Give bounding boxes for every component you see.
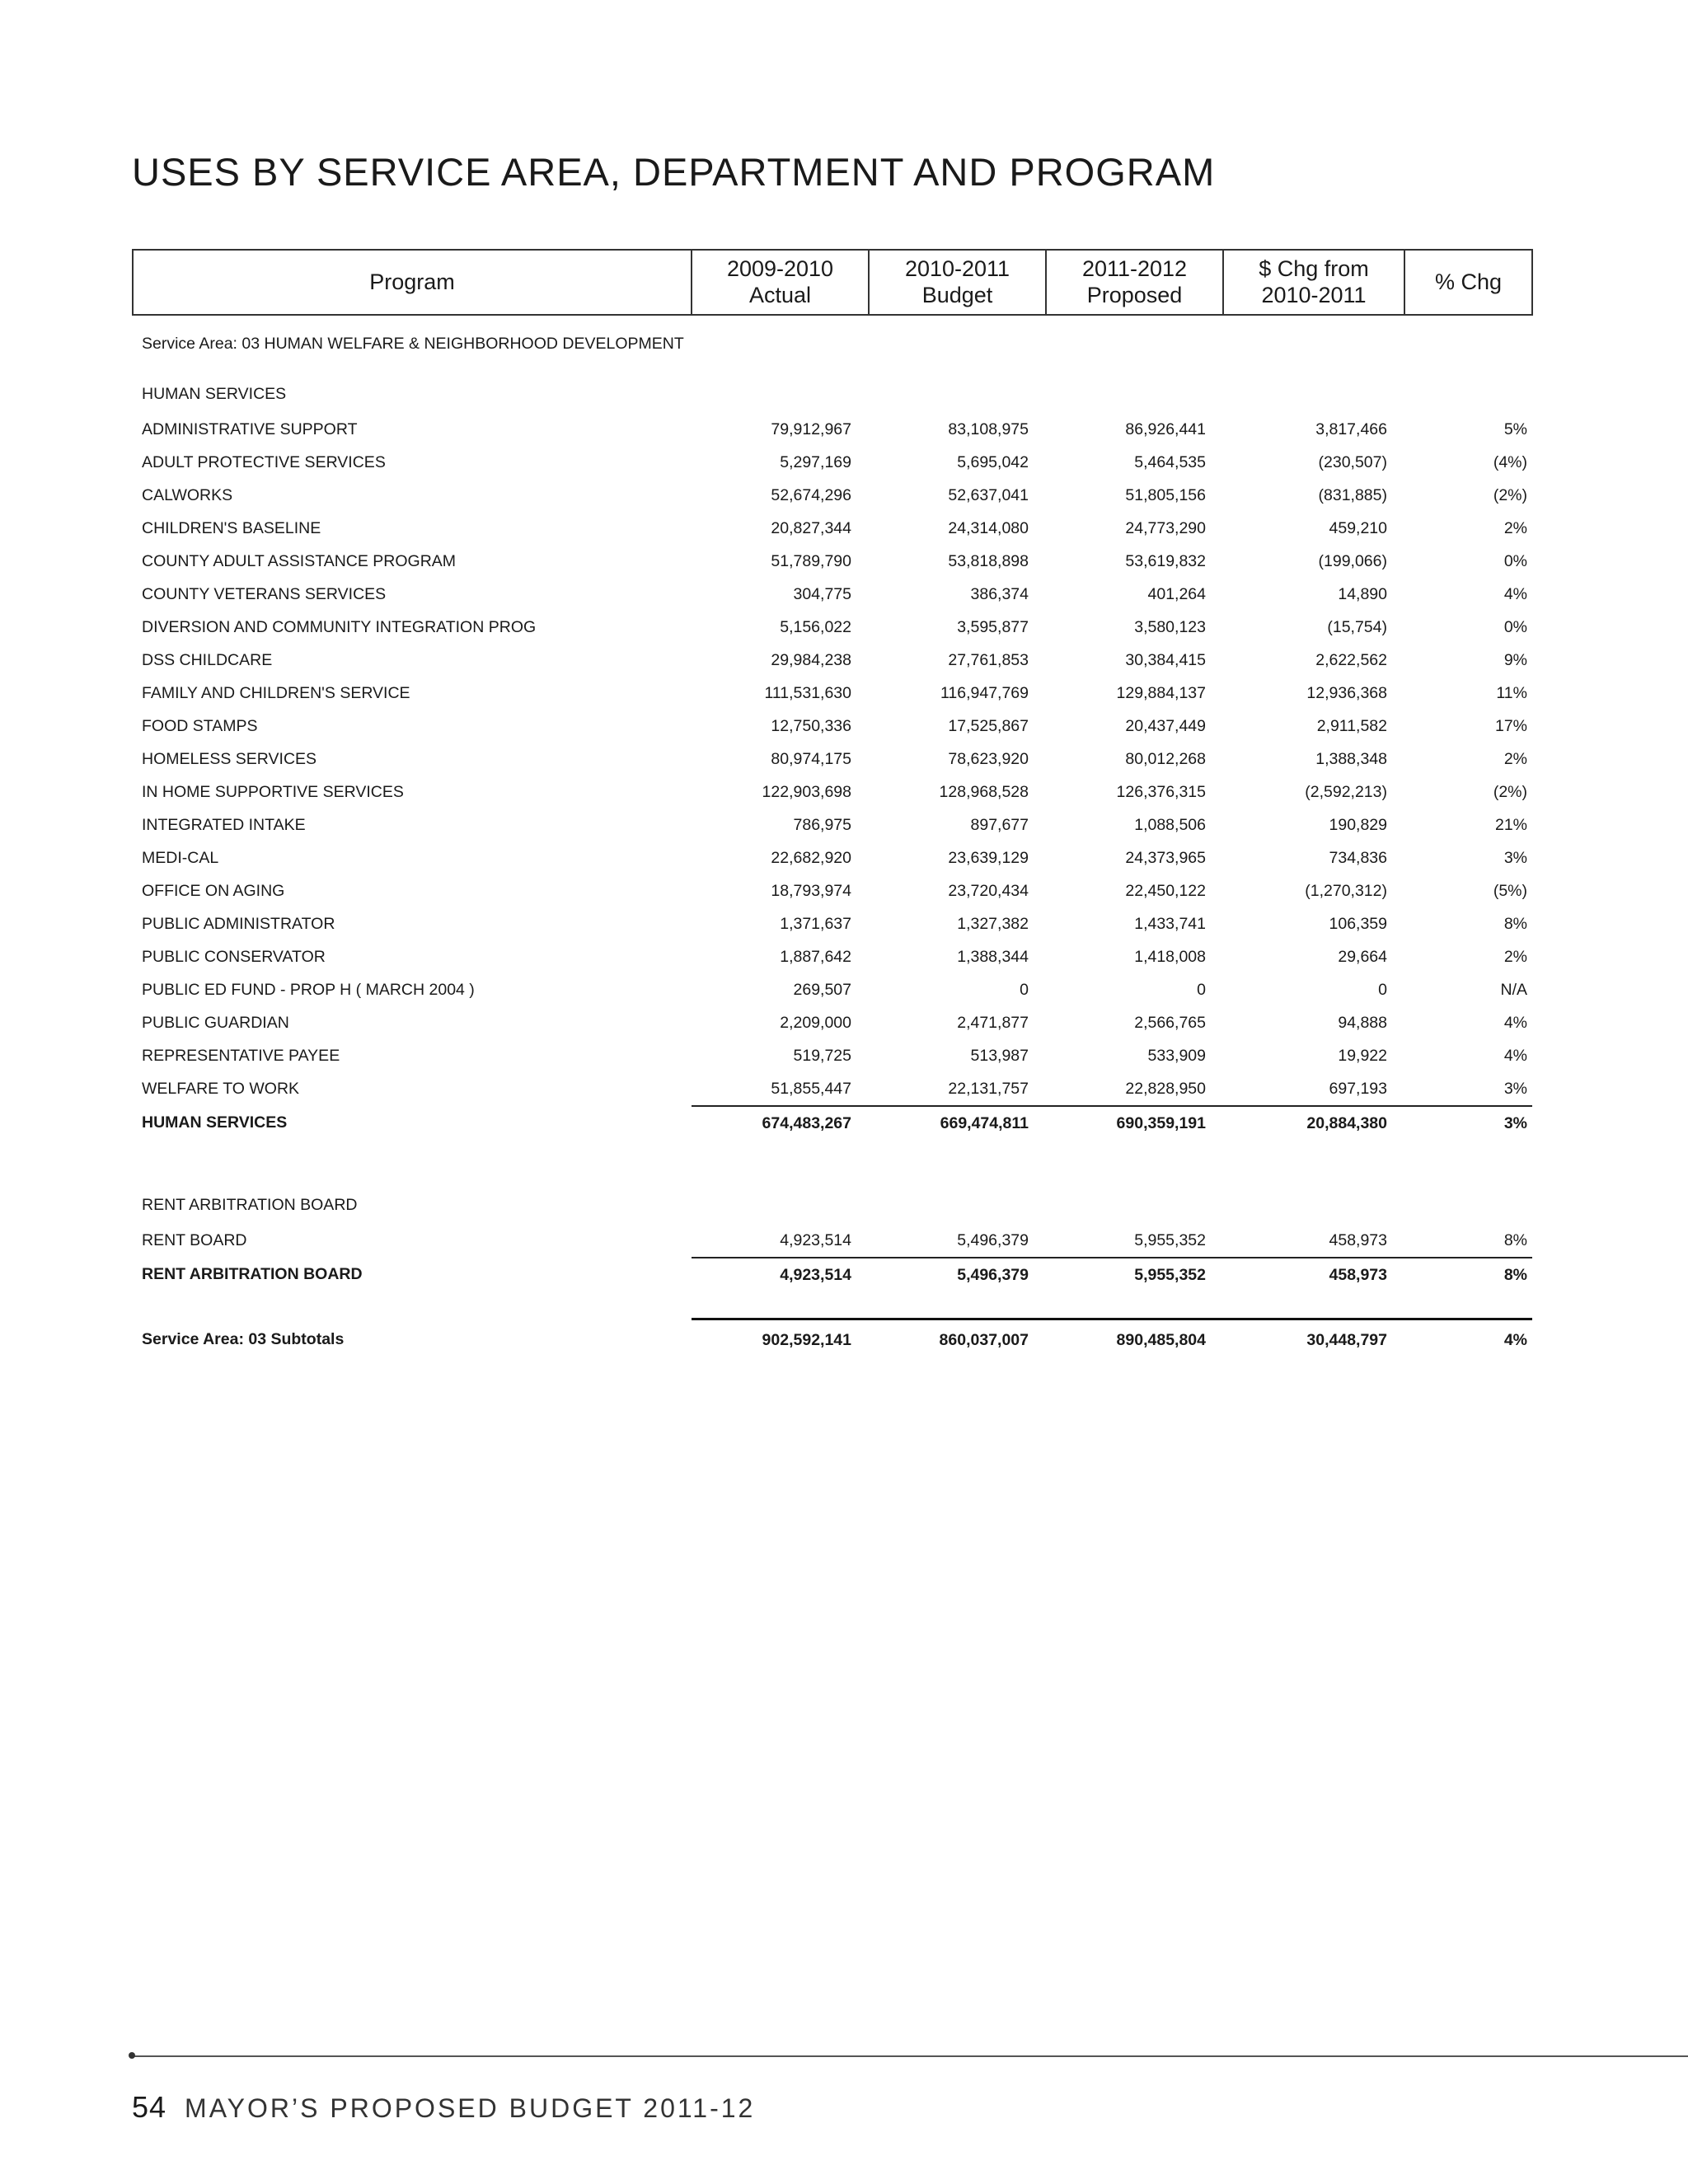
table-row-percent-change: N/A bbox=[1500, 980, 1527, 999]
department-name: HUMAN SERVICES bbox=[142, 384, 287, 403]
table-row-budget-2010-2011: 5,496,379 bbox=[957, 1230, 1029, 1249]
table-row bbox=[133, 874, 1532, 907]
table-row-budget-2010-2011: 27,761,853 bbox=[948, 650, 1029, 669]
table-row bbox=[133, 1224, 1532, 1258]
table-row-percent-change: 0% bbox=[1503, 617, 1527, 636]
table-row-actual-2009-2010: 80,974,175 bbox=[771, 749, 851, 768]
table-row-program-name: COUNTY VETERANS SERVICES bbox=[142, 584, 387, 603]
table-row-percent-change: 4% bbox=[1503, 1013, 1527, 1032]
table-row-dollar-change: (1,270,312) bbox=[1305, 881, 1387, 900]
table-row-percent-change: (5%) bbox=[1493, 881, 1527, 900]
header-actual-label: Actual bbox=[748, 282, 812, 307]
table-row-percent-change: 17% bbox=[1494, 716, 1527, 735]
table-row-program-name: CHILDREN'S BASELINE bbox=[142, 518, 321, 537]
table-row-dollar-change: 1,388,348 bbox=[1315, 749, 1387, 768]
table-row-dollar-change: 106,359 bbox=[1329, 914, 1387, 933]
table-row-program-name: INTEGRATED INTAKE bbox=[142, 815, 306, 834]
service-area-subtotal-row-proposed-2011-2012: 890,485,804 bbox=[1046, 1319, 1223, 1361]
table-row bbox=[133, 413, 1532, 446]
page-title: USES BY SERVICE AREA, DEPARTMENT AND PROGRAM bbox=[132, 150, 1216, 194]
table-row-proposed-2011-2012: 30,384,415 bbox=[1125, 650, 1206, 669]
service-area-subtotal-row bbox=[133, 1319, 1532, 1361]
table-row-proposed-2011-2012: 5,955,352 bbox=[1134, 1230, 1206, 1249]
table-row-proposed-2011-2012: 3,580,123 bbox=[1134, 617, 1206, 636]
table-row bbox=[133, 776, 1532, 808]
page-number: 54 bbox=[132, 2090, 167, 2124]
table-row-proposed-2011-2012: 129,884,137 bbox=[1116, 683, 1206, 702]
spacer-cell bbox=[133, 1291, 1532, 1319]
table-row-percent-change: 8% bbox=[1503, 1230, 1527, 1249]
table-row-actual-2009-2010: 111,531,630 bbox=[764, 683, 851, 702]
table-row-actual-2009-2010: 18,793,974 bbox=[771, 881, 851, 900]
table-row bbox=[133, 446, 1532, 479]
table-row-proposed-2011-2012: 401,264 bbox=[1147, 584, 1206, 603]
table-row bbox=[133, 479, 1532, 512]
header-actual-year: 2009-2010 bbox=[726, 256, 834, 282]
table-row-program-name: PUBLIC ED FUND - PROP H ( MARCH 2004 ) bbox=[142, 980, 475, 999]
department-total-row-program-name: HUMAN SERVICES bbox=[142, 1113, 288, 1132]
table-row bbox=[133, 907, 1532, 940]
table-row-proposed-2011-2012: 22,450,122 bbox=[1125, 881, 1206, 900]
table-row-actual-2009-2010: 786,975 bbox=[793, 815, 851, 834]
table-row-actual-2009-2010: 1,371,637 bbox=[780, 914, 851, 933]
table-row-actual-2009-2010: 79,912,967 bbox=[771, 419, 851, 438]
table-row-dollar-change: 12,936,368 bbox=[1306, 683, 1387, 702]
table-row-budget-2010-2011: 22,131,757 bbox=[948, 1079, 1029, 1098]
table-row-budget-2010-2011: 0 bbox=[1020, 980, 1029, 999]
table-row-dollar-change: 19,922 bbox=[1338, 1046, 1387, 1065]
table-row-percent-change: 2% bbox=[1503, 749, 1527, 768]
table-row-dollar-change: 459,210 bbox=[1329, 518, 1387, 537]
table-row-budget-2010-2011: 78,623,920 bbox=[948, 749, 1029, 768]
table-row-actual-2009-2010: 5,156,022 bbox=[780, 617, 851, 636]
header-budget-label: Budget bbox=[921, 282, 993, 307]
table-row-percent-change: (2%) bbox=[1493, 485, 1527, 504]
department-total-row-dollar-change: 20,884,380 bbox=[1223, 1106, 1404, 1140]
table-row-proposed-2011-2012: 2,566,765 bbox=[1134, 1013, 1206, 1032]
service-area-row bbox=[133, 315, 1532, 372]
header-chg-line2: 2010-2011 bbox=[1261, 282, 1367, 307]
table-row-proposed-2011-2012: 86,926,441 bbox=[1125, 419, 1206, 438]
table-row-program-name: HOMELESS SERVICES bbox=[142, 749, 317, 768]
table-row-proposed-2011-2012: 0 bbox=[1197, 980, 1206, 999]
table-row-percent-change: 3% bbox=[1503, 848, 1527, 867]
table-row-actual-2009-2010: 29,984,238 bbox=[771, 650, 851, 669]
table-row-program-name: DSS CHILDCARE bbox=[142, 650, 273, 669]
table-row-budget-2010-2011: 23,720,434 bbox=[948, 881, 1029, 900]
table-row-percent-change: 0% bbox=[1503, 551, 1527, 570]
table-row-budget-2010-2011: 83,108,975 bbox=[948, 419, 1029, 438]
table-row-program-name: PUBLIC CONSERVATOR bbox=[142, 947, 326, 966]
department-total-row-proposed-2011-2012: 690,359,191 bbox=[1046, 1106, 1223, 1140]
spacer-cell bbox=[133, 1140, 1532, 1183]
table-row-actual-2009-2010: 304,775 bbox=[793, 584, 851, 603]
table-row-program-name: OFFICE ON AGING bbox=[142, 881, 285, 900]
department-total-row-percent-change: 3% bbox=[1404, 1106, 1532, 1140]
spacer-row bbox=[133, 1140, 1532, 1183]
table-row-percent-change: 8% bbox=[1503, 914, 1527, 933]
table-row-budget-2010-2011: 53,818,898 bbox=[948, 551, 1029, 570]
table-row-dollar-change: (199,066) bbox=[1318, 551, 1387, 570]
table-row-budget-2010-2011: 386,374 bbox=[970, 584, 1029, 603]
table-row-budget-2010-2011: 17,525,867 bbox=[948, 716, 1029, 735]
header-program bbox=[133, 250, 692, 315]
table-row-percent-change: (4%) bbox=[1493, 452, 1527, 471]
table-row-dollar-change: 94,888 bbox=[1338, 1013, 1387, 1032]
service-area-subtotal-row-percent-change: 4% bbox=[1404, 1319, 1532, 1361]
department-total-row bbox=[133, 1258, 1532, 1291]
table-row-dollar-change: 458,973 bbox=[1329, 1230, 1387, 1249]
table-row-dollar-change: (831,885) bbox=[1318, 485, 1387, 504]
table-row-program-name: ADMINISTRATIVE SUPPORT bbox=[142, 419, 358, 438]
table-row bbox=[133, 677, 1532, 710]
table-row-program-name: COUNTY ADULT ASSISTANCE PROGRAM bbox=[142, 551, 457, 570]
table-row-actual-2009-2010: 2,209,000 bbox=[780, 1013, 851, 1032]
header-actual bbox=[692, 250, 869, 315]
table-row-actual-2009-2010: 22,682,920 bbox=[771, 848, 851, 867]
department-total-row-program-name: RENT ARBITRATION BOARD bbox=[142, 1265, 363, 1283]
table-row-program-name: RENT BOARD bbox=[142, 1231, 247, 1249]
table-row-program-name: IN HOME SUPPORTIVE SERVICES bbox=[142, 782, 404, 801]
table-row bbox=[133, 808, 1532, 841]
table-row-dollar-change: 14,890 bbox=[1338, 584, 1387, 603]
footer-divider bbox=[132, 2055, 1688, 2057]
table-row-budget-2010-2011: 897,677 bbox=[970, 815, 1029, 834]
header-program-label: Program bbox=[369, 269, 455, 294]
table-row-actual-2009-2010: 5,297,169 bbox=[780, 452, 851, 471]
service-area-subtotal-row-actual-2009-2010: 902,592,141 bbox=[692, 1319, 869, 1361]
table-row-program-name: PUBLIC ADMINISTRATOR bbox=[142, 914, 335, 933]
table-row-proposed-2011-2012: 53,619,832 bbox=[1125, 551, 1206, 570]
table-row bbox=[133, 611, 1532, 644]
header-pct-label: % Chg bbox=[1434, 269, 1503, 294]
table-row-program-name: DIVERSION AND COMMUNITY INTEGRATION PROG bbox=[142, 617, 537, 636]
table-row bbox=[133, 973, 1532, 1006]
table-row-percent-change: (2%) bbox=[1493, 782, 1527, 801]
table-row-proposed-2011-2012: 24,773,290 bbox=[1125, 518, 1206, 537]
table-row-proposed-2011-2012: 1,433,741 bbox=[1134, 914, 1206, 933]
table-row-proposed-2011-2012: 1,088,506 bbox=[1134, 815, 1206, 834]
table-row-program-name: REPRESENTATIVE PAYEE bbox=[142, 1046, 340, 1065]
table-row-dollar-change: 0 bbox=[1378, 980, 1387, 999]
department-total-row-percent-change: 8% bbox=[1404, 1258, 1532, 1291]
table-row-actual-2009-2010: 1,887,642 bbox=[780, 947, 851, 966]
table-row-proposed-2011-2012: 1,418,008 bbox=[1134, 947, 1206, 966]
table-row-proposed-2011-2012: 20,437,449 bbox=[1125, 716, 1206, 735]
department-name: RENT ARBITRATION BOARD bbox=[142, 1195, 358, 1214]
table-row-dollar-change: (15,754) bbox=[1327, 617, 1387, 636]
table-row-proposed-2011-2012: 22,828,950 bbox=[1125, 1079, 1206, 1098]
table-row-dollar-change: 697,193 bbox=[1329, 1079, 1387, 1098]
table-row bbox=[133, 644, 1532, 677]
table-row-actual-2009-2010: 269,507 bbox=[793, 980, 851, 999]
table-row bbox=[133, 710, 1532, 743]
table-row-proposed-2011-2012: 533,909 bbox=[1147, 1046, 1206, 1065]
table-row bbox=[133, 545, 1532, 578]
table-row-program-name: ADULT PROTECTIVE SERVICES bbox=[142, 452, 386, 471]
table-row-actual-2009-2010: 122,903,698 bbox=[762, 782, 851, 801]
table-row bbox=[133, 1072, 1532, 1106]
table-row bbox=[133, 1039, 1532, 1072]
department-total-row-actual-2009-2010: 4,923,514 bbox=[692, 1258, 869, 1291]
header-dollar-change bbox=[1223, 250, 1404, 315]
table-row-proposed-2011-2012: 24,373,965 bbox=[1125, 848, 1206, 867]
table-row-budget-2010-2011: 24,314,080 bbox=[948, 518, 1029, 537]
table-row-dollar-change: 3,817,466 bbox=[1315, 419, 1387, 438]
table-row-program-name: WELFARE TO WORK bbox=[142, 1080, 300, 1098]
header-proposed-year: 2011-2012 bbox=[1081, 256, 1188, 282]
department-total-row bbox=[133, 1106, 1532, 1140]
table-row-dollar-change: 29,664 bbox=[1338, 947, 1387, 966]
table-row-budget-2010-2011: 5,695,042 bbox=[957, 452, 1029, 471]
table-row-dollar-change: (2,592,213) bbox=[1305, 782, 1387, 801]
footer-text: MAYOR’S PROPOSED BUDGET 2011-12 bbox=[185, 2093, 756, 2123]
header-budget-year: 2010-2011 bbox=[904, 256, 1010, 282]
table-row-dollar-change: 2,622,562 bbox=[1315, 650, 1387, 669]
table-row-proposed-2011-2012: 126,376,315 bbox=[1116, 782, 1206, 801]
table-row-program-name: FAMILY AND CHILDREN'S SERVICE bbox=[142, 683, 410, 702]
table-row-proposed-2011-2012: 5,464,535 bbox=[1134, 452, 1206, 471]
department-header-row bbox=[133, 1183, 1532, 1224]
table-row bbox=[133, 578, 1532, 611]
page-footer bbox=[132, 2090, 755, 2125]
table-row-budget-2010-2011: 23,639,129 bbox=[948, 848, 1029, 867]
table-row-budget-2010-2011: 1,327,382 bbox=[957, 914, 1029, 933]
header-percent-change bbox=[1404, 250, 1532, 315]
department-total-row-dollar-change: 458,973 bbox=[1223, 1258, 1404, 1291]
service-area-subtotal-row-program-name: Service Area: 03 Subtotals bbox=[142, 1329, 345, 1348]
footer-divider-dot bbox=[129, 2052, 135, 2059]
table-row-actual-2009-2010: 20,827,344 bbox=[771, 518, 851, 537]
table-row-budget-2010-2011: 2,471,877 bbox=[957, 1013, 1029, 1032]
header-proposed bbox=[1046, 250, 1223, 315]
table-row-percent-change: 2% bbox=[1503, 518, 1527, 537]
table-row-program-name: MEDI-CAL bbox=[142, 848, 219, 867]
table-row-proposed-2011-2012: 51,805,156 bbox=[1125, 485, 1206, 504]
table-row-budget-2010-2011: 1,388,344 bbox=[957, 947, 1029, 966]
table-row-budget-2010-2011: 116,947,769 bbox=[940, 683, 1029, 702]
department-total-row-actual-2009-2010: 674,483,267 bbox=[692, 1106, 869, 1140]
table-row-actual-2009-2010: 52,674,296 bbox=[771, 485, 851, 504]
table-row-program-name: PUBLIC GUARDIAN bbox=[142, 1013, 289, 1032]
table-row bbox=[133, 940, 1532, 973]
table-row bbox=[133, 841, 1532, 874]
table-row-actual-2009-2010: 51,855,447 bbox=[771, 1079, 851, 1098]
header-proposed-label: Proposed bbox=[1086, 282, 1183, 307]
table-row bbox=[133, 1006, 1532, 1039]
department-header-row bbox=[133, 372, 1532, 413]
header-chg-line1: $ Chg from bbox=[1259, 256, 1369, 282]
table-row-percent-change: 4% bbox=[1503, 1046, 1527, 1065]
department-total-row-proposed-2011-2012: 5,955,352 bbox=[1046, 1258, 1223, 1291]
table-row-dollar-change: 190,829 bbox=[1329, 815, 1387, 834]
table-row-dollar-change: 734,836 bbox=[1329, 848, 1387, 867]
service-area-label: Service Area: 03 HUMAN WELFARE & NEIGHBORHOOD DEVELOPMENT bbox=[142, 334, 684, 353]
table-row-budget-2010-2011: 3,595,877 bbox=[957, 617, 1029, 636]
spacer-row bbox=[133, 1291, 1532, 1319]
table-row-budget-2010-2011: 52,637,041 bbox=[948, 485, 1029, 504]
table-row-budget-2010-2011: 513,987 bbox=[970, 1046, 1029, 1065]
table-row-percent-change: 11% bbox=[1496, 683, 1527, 702]
table-row-dollar-change: (230,507) bbox=[1318, 452, 1387, 471]
table-row-budget-2010-2011: 128,968,528 bbox=[939, 782, 1029, 801]
header-budget bbox=[869, 250, 1046, 315]
table-row-percent-change: 9% bbox=[1503, 650, 1527, 669]
table-row-dollar-change: 2,911,582 bbox=[1316, 716, 1387, 735]
table-row-actual-2009-2010: 4,923,514 bbox=[780, 1230, 851, 1249]
table-row-actual-2009-2010: 519,725 bbox=[793, 1046, 851, 1065]
table-row-percent-change: 21% bbox=[1494, 815, 1527, 834]
department-total-row-budget-2010-2011: 669,474,811 bbox=[869, 1106, 1046, 1140]
table-row-percent-change: 2% bbox=[1503, 947, 1527, 966]
department-total-row-budget-2010-2011: 5,496,379 bbox=[869, 1258, 1046, 1291]
table-body bbox=[133, 315, 1532, 1360]
budget-table bbox=[132, 249, 1533, 1360]
table-row-actual-2009-2010: 51,789,790 bbox=[771, 551, 851, 570]
table-row-program-name: CALWORKS bbox=[142, 485, 233, 504]
service-area-subtotal-row-dollar-change: 30,448,797 bbox=[1223, 1319, 1404, 1361]
table-row-actual-2009-2010: 12,750,336 bbox=[771, 716, 851, 735]
table-row bbox=[133, 743, 1532, 776]
table-row-program-name: FOOD STAMPS bbox=[142, 716, 258, 735]
table-row-percent-change: 3% bbox=[1503, 1079, 1527, 1098]
table-row bbox=[133, 512, 1532, 545]
table-header bbox=[133, 250, 1532, 315]
table-row-proposed-2011-2012: 80,012,268 bbox=[1125, 749, 1206, 768]
table-row-percent-change: 4% bbox=[1503, 584, 1527, 603]
table-row-percent-change: 5% bbox=[1503, 419, 1527, 438]
service-area-subtotal-row-budget-2010-2011: 860,037,007 bbox=[869, 1319, 1046, 1361]
